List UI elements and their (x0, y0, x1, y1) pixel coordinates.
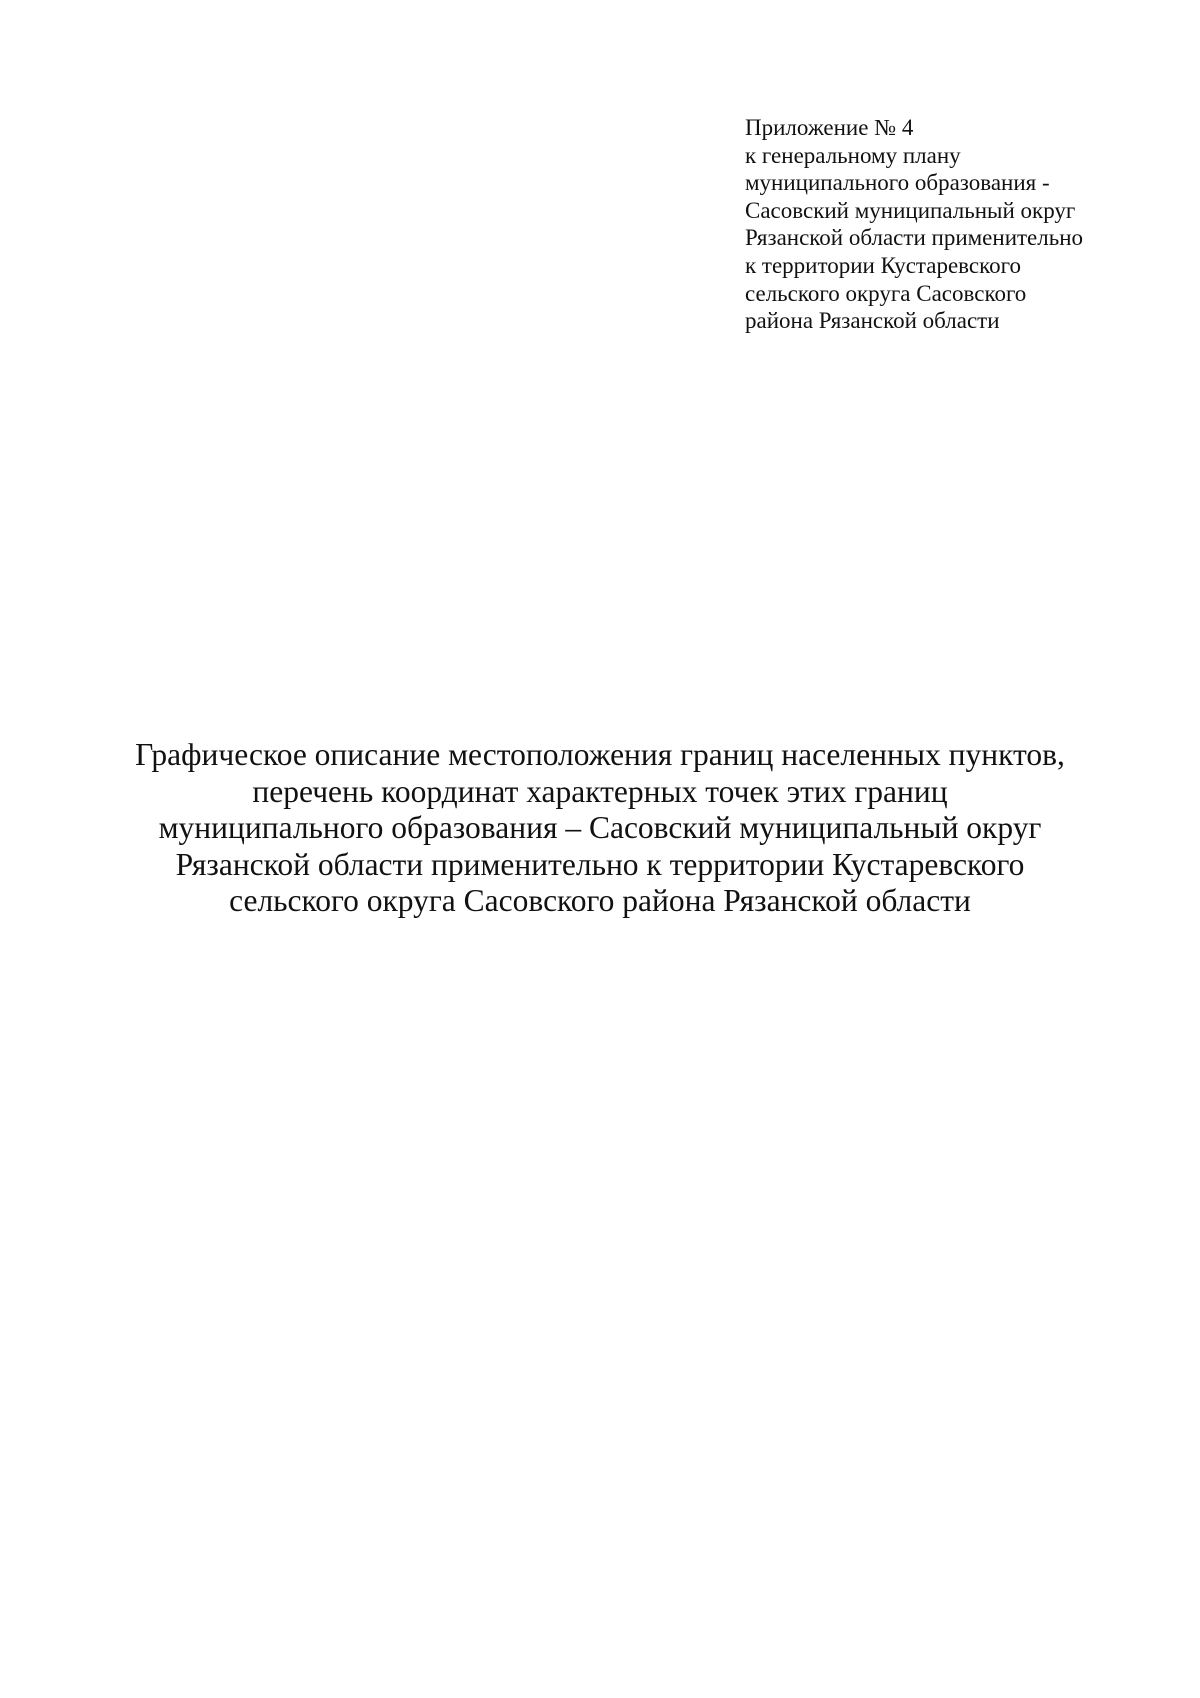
appendix-line: района Рязанской области (745, 308, 1000, 334)
appendix-line: к территории Кустаревского (745, 252, 1021, 278)
title-line: сельского округа Сасовского района Рязанской области (229, 883, 971, 918)
appendix-line: Рязанской области применительно (745, 225, 1084, 251)
title-line: Рязанской области применительно к территории Кустаревского (175, 846, 1025, 882)
appendix-line: к генеральному плану (745, 142, 961, 168)
title-line: Графическое описание местоположения границ населенных пунктов, (135, 737, 1065, 772)
document-title (0, 737, 1200, 920)
appendix-line: сельского округа Сасовского (745, 280, 1027, 306)
title-line: перечень координат характерных точек этих границ (252, 773, 948, 809)
appendix-note (745, 114, 1165, 335)
appendix-line: Сасовский муниципальный округ (745, 197, 1076, 223)
appendix-line: муниципального образования - (745, 170, 1050, 196)
title-line: муниципального образования – Сасовский муниципальный округ (158, 810, 1042, 845)
appendix-line: Приложение № 4 (745, 115, 914, 140)
